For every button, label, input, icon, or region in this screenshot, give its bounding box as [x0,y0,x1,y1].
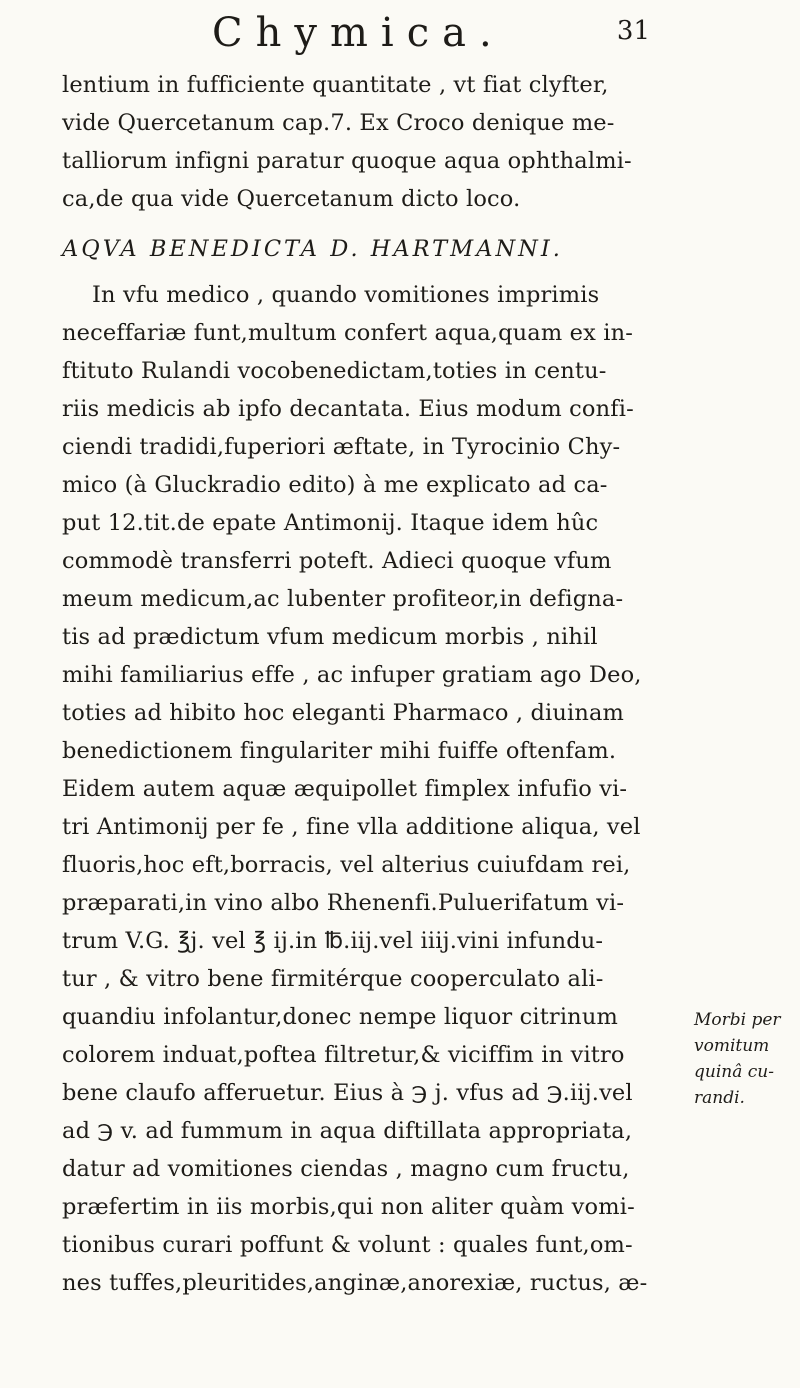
text-line: trum V.G. ℥j. vel ℥ ij.in ℔.iij.vel iiij.vini infundu- [62,928,604,954]
text-line: nes tuffes,pleuritides,anginæ,anorexiæ, ructus, æ- [62,1270,648,1296]
text-line: toties ad hibito hoc eleganti Pharmaco , diuinam [62,700,625,726]
text-line: riis medicis ab ipfo decantata. Eius modum confi- [62,396,634,422]
text-line: mihi familiarius effe , ac infuper gratiam ago Deo, [62,662,642,688]
text-line: vide Quercetanum cap.7. Ex Croco denique me- [62,110,615,136]
page-header [60,10,650,60]
text-line: neceffariæ funt,multum confert aqua,quam ex in- [62,320,633,346]
section-heading: AQVA BENEDICTA D. HARTMANNI. [62,236,563,262]
text-line: datur ad vomitiones ciendas , magno cum fructu, [62,1156,630,1182]
text-line: meum medicum,ac lubenter profiteor,in defigna- [62,586,624,612]
page-number: 31 [616,16,650,46]
text-line: In vfu medico , quando vomitiones imprimis [92,282,600,308]
text-line: fluoris,hoc eft,borracis, vel alterius cuiufdam rei, [62,852,631,878]
text-line: bene claufo afferuetur. Eius à ℈ j. vfus ad ℈.iij.vel [62,1080,633,1106]
text-line: colorem induat,poftea filtretur,& viciffim in vitro [62,1042,625,1068]
text-line: tis ad prædictum vfum medicum morbis , nihil [62,624,598,650]
text-line: ciendi tradidi,fuperiori æftate, in Tyrocinio Chy- [62,434,621,460]
text-line: benedictionem fingulariter mihi fuiffe oftenfam. [62,738,617,764]
text-line: ad ℈ v. ad fummum in aqua diftillata appropriata, [62,1118,633,1144]
text-line: tri Antimonij per fe , fine vlla additione aliqua, vel [62,814,641,840]
text-line: lentium in fufficiente quantitate , vt fiat clyfter, [62,72,609,98]
text-line: quandiu infolantur,donec nempe liquor citrinum [62,1004,618,1030]
main-text [62,66,672,1302]
text-line: commodè transferri poteft. Adieci quoque vfum [62,548,612,574]
text-line: put 12.tit.de epate Antimonij. Itaque idem hûc [62,510,599,536]
text-line: Eidem autem aquæ æquipollet fimplex infufio vi- [62,776,628,802]
text-line: tur , & vitro bene firmitérque cooperculato ali- [62,966,604,992]
margin-note-line: Morbi per [694,1010,781,1030]
text-line: ftituto Rulandi vocobenedictam,toties in centu- [62,358,607,384]
text-line: præparati,in vino albo Rhenenfi.Puluerifatum vi- [62,890,625,916]
text-line: ca,de qua vide Quercetanum dicto loco. [62,186,521,212]
text-line: tionibus curari poffunt & volunt : quales funt,om- [62,1232,633,1258]
text-line: præfertim in iis morbis,qui non aliter quàm vomi- [62,1194,635,1220]
margin-note-line: quinâ cu- [694,1062,774,1082]
text-line: talliorum infigni paratur quoque aqua ophthalmi- [62,148,632,174]
running-head: Chymica. [212,10,505,56]
margin-note-line: randi. [694,1088,745,1108]
text-line: mico (à Gluckradio edito) à me explicato ad ca- [62,472,608,498]
margin-note [694,1007,794,1111]
margin-note-line: vomitum [694,1036,770,1056]
